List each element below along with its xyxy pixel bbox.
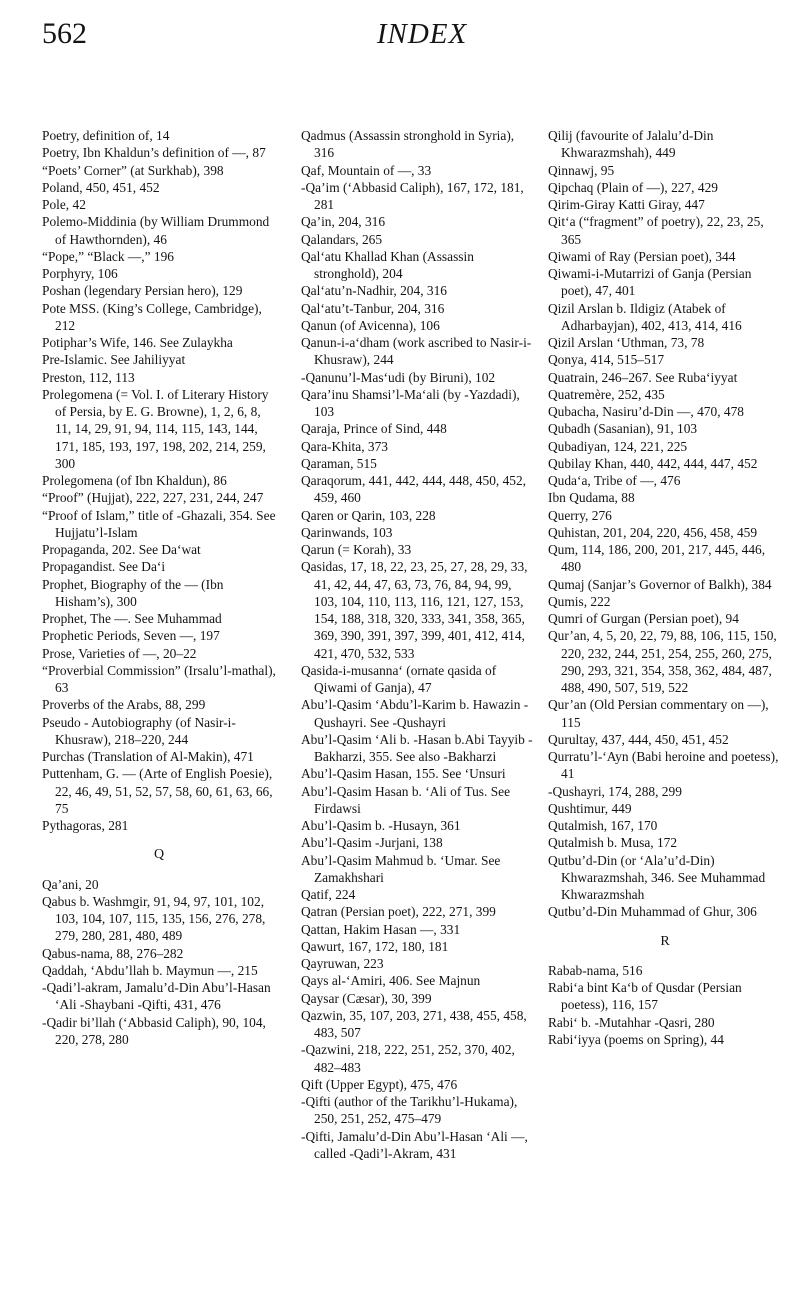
index-entry: Abu’l-Qasim Mahmud b. ‘Umar. See Zamakhshari <box>301 852 501 885</box>
index-entry: Prophet, The —. See Muhammad <box>42 611 222 626</box>
index-entry: Qutalmish, 167, 170 <box>548 818 658 833</box>
index-entry: Prose, Varieties of —, 20–22 <box>42 645 197 661</box>
index-entry: Pre-Islamic. See Jahiliyyat <box>42 352 186 368</box>
index-entry: Querry, 276 <box>548 507 612 523</box>
index-entry: Qabus-nama, 88, 276–282 <box>42 945 184 961</box>
index-entry: Qa’in, 204, 316 <box>301 214 386 230</box>
index-entry: Rabi‘iyya (poems on Spring), 44 <box>548 1031 724 1047</box>
index-entry: “Pope,” “Black —,” 196 <box>42 248 175 264</box>
index-entry: Qaraja, Prince of Sind, 448 <box>301 421 447 437</box>
index-entry: Qal‘atu Khallad Khan (Assassin stronghold), 204 <box>301 248 474 281</box>
index-entry: Qara’inu Shamsi’l-Ma‘ali (by -Yazdadi), 103 <box>301 386 520 419</box>
index-entry: Qa’ani, 20 <box>42 876 99 892</box>
index-entry: “Proof” (Hujjat), 222, 227, 231, 244, 247 <box>42 490 264 506</box>
index-entry: Qinnawj, 95 <box>548 162 615 178</box>
index-entry: Qarun (= Korah), 33 <box>301 542 412 557</box>
index-entry: Quhistan, 201, 204, 220, 456, 458, 459 <box>548 524 758 540</box>
index-entry: Abu’l-Qasim Hasan, 155. See ‘Unsuri <box>301 766 506 782</box>
index-entry: Qumri of Gurgan (Persian poet), 94 <box>548 611 739 626</box>
index-column-2 <box>301 127 535 1162</box>
index-entry: Prolegomena (of Ibn Khaldun), 86 <box>42 473 227 488</box>
index-entry: Qubacha, Nasiru’d-Din —, 470, 478 <box>548 404 744 419</box>
section-letter: R <box>660 933 670 949</box>
index-entry: Preston, 112, 113 <box>42 369 135 385</box>
index-entry: Qilij (favourite of Jalalu’d-Din Khwarazmshah), 449 <box>548 128 714 161</box>
index-entry: Qasida-i-musanna‘ (ornate qasida of Qiwami of Ganja), 47 <box>301 662 497 695</box>
index-entry: Abu’l-Qasim b. -Husayn, 361 <box>301 818 461 833</box>
index-entry: “Poets’ Corner” (at Surkhab), 398 <box>42 162 224 178</box>
index-entry: Qonya, 414, 515–517 <box>548 352 665 368</box>
index-entry: Qutbu’d-Din Muhammad of Ghur, 306 <box>548 904 757 920</box>
index-entry: Qawurt, 167, 172, 180, 181 <box>301 938 449 954</box>
index-entry: Qatif, 224 <box>301 887 356 902</box>
index-entry: -Qifti (author of the Tarikhu’l-Hukama), 250, 251, 252, 475–479 <box>301 1094 518 1127</box>
index-entry: Purchas (Translation of Al-Makin), 471 <box>42 749 254 764</box>
index-entry: Qaraman, 515 <box>301 455 377 471</box>
index-entry: Pythagoras, 281 <box>42 818 129 833</box>
index-entry: Qizil Arslan ‘Uthman, 73, 78 <box>548 335 705 350</box>
index-entry: Pseudo - Autobiography (of Nasir-i-Khusraw), 218–220, 244 <box>42 714 236 747</box>
index-entry: Pote MSS. (King’s College, Cambridge), 212 <box>42 300 262 333</box>
index-entry: Qazwin, 35, 107, 203, 271, 438, 455, 458, 483, 507 <box>301 1007 527 1040</box>
index-entry: Qutalmish b. Musa, 172 <box>548 835 678 851</box>
index-entry: Qiwami of Ray (Persian poet), 344 <box>548 248 736 264</box>
index-column-1 <box>42 127 276 1048</box>
index-entry: Qizil Arslan b. Ildigiz (Atabek of Adharbayjan), 402, 413, 414, 416 <box>548 300 742 333</box>
index-entry: Qal‘atu’n-Nadhir, 204, 316 <box>301 283 447 299</box>
index-entry: Propaganda, 202. See Da‘wat <box>42 542 201 557</box>
index-entry: -Qadir bi’llah (‘Abbasid Caliph), 90, 104, 220, 278, 280 <box>42 1014 266 1047</box>
index-entry: Rabab-nama, 516 <box>548 962 643 978</box>
index-entry: Qanun-i-a‘dham (work ascribed to Nasir-i-Khusraw), 244 <box>301 335 532 368</box>
index-entry: Quatremère, 252, 435 <box>548 386 665 402</box>
index-entry: Qal‘atu’t-Tanbur, 204, 316 <box>301 300 445 316</box>
index-entry: Abu’l-Qasim Hasan b. ‘Ali of Tus. See Firdawsi <box>301 783 511 816</box>
index-entry: Poshan (legendary Persian hero), 129 <box>42 283 243 299</box>
index-entry: Abu’l-Qasim -Jurjani, 138 <box>301 835 443 851</box>
index-entry: Qurultay, 437, 444, 450, 451, 452 <box>548 731 729 747</box>
index-entry: Qaysar (Cæsar), 30, 399 <box>301 990 432 1006</box>
index-entry: Qaddah, ‘Abdu’llah b. Maymun —, 215 <box>42 962 258 978</box>
index-entry: Qarinwands, 103 <box>301 524 393 540</box>
index-entry: Qubadiyan, 124, 221, 225 <box>548 438 688 454</box>
index-entry: Polemo-Middinia (by William Drummond of Hawthornden), 46 <box>42 214 270 247</box>
index-entry: Qattan, Hakim Hasan —, 331 <box>301 921 461 937</box>
index-entry: Qirim-Giray Katti Giray, 447 <box>548 197 705 212</box>
index-entry: Poland, 450, 451, 452 <box>42 179 160 195</box>
index-entry: Abu’l-Qasim ‘Abdu’l-Karim b. Hawazin -Qushayri. See -Qushayri <box>301 697 529 730</box>
index-entry: Qur’an, 4, 5, 20, 22, 79, 88, 106, 115, 150, 220, 232, 244, 251, 254, 255, 260, 275, 290, 293, 321, 354, 358, 362, 484, 487, 488, 490, 507, 519, 522 <box>548 628 777 695</box>
index-entry: Qanun (of Avicenna), 106 <box>301 317 440 333</box>
index-entry: Qurratu’l-‘Ayn (Babi heroine and poetess), 41 <box>548 749 779 782</box>
index-entry: Qum, 114, 186, 200, 201, 217, 445, 446, 480 <box>548 542 766 575</box>
index-entry: Qasidas, 17, 18, 22, 23, 25, 27, 28, 29, 33, 41, 42, 44, 47, 63, 73, 76, 84, 94, 99, 103, 104, 110, 113, 116, 121, 127, 153, 154, 188, 318, 320, 333, 341, 358, 365, 369, 390, 391, 397, 399, 401, 412, 414, 421, 470, 532, 533 <box>301 559 528 661</box>
index-entry: Quatrain, 246–267. See Ruba‘iyyat <box>548 369 738 385</box>
index-entry: Qubilay Khan, 440, 442, 444, 447, 452 <box>548 455 758 471</box>
index-entry: Qaraqorum, 441, 442, 444, 448, 450, 452, 459, 460 <box>301 473 527 506</box>
section-letter: Q <box>153 847 165 863</box>
index-entry: Qushtimur, 449 <box>548 800 632 816</box>
index-entry: Qabus b. Washmgir, 91, 94, 97, 101, 102, 103, 104, 107, 115, 135, 156, 276, 278, 279, 280, 281, 480, 489 <box>42 893 266 944</box>
page-header <box>42 14 762 54</box>
index-entry: Rabi‘ b. -Mutahhar -Qasri, 280 <box>548 1014 715 1030</box>
index-entry: Potiphar’s Wife, 146. See Zulaykha <box>42 335 233 350</box>
index-entry: Qayruwan, 223 <box>301 956 384 971</box>
index-entry: Qiwami-i-Mutarrizi of Ganja (Persian poet), 47, 401 <box>548 266 752 299</box>
index-entry: Qatran (Persian poet), 222, 271, 399 <box>301 904 496 920</box>
index-entry: Qalandars, 265 <box>301 231 383 247</box>
index-entry: Prophetic Periods, Seven —, 197 <box>42 628 220 644</box>
index-entry: “Proof of Islam,” title of -Ghazali, 354. See Hujjatu’l-Islam <box>42 507 276 540</box>
index-entry: Abu’l-Qasim ‘Ali b. -Hasan b.Abi Tayyib -Bakharzi, 355. See also -Bakharzi <box>301 731 533 764</box>
index-entry: Qit‘a (“fragment” of poetry), 22, 23, 25, 365 <box>548 214 764 247</box>
running-head: INDEX <box>376 18 468 50</box>
index-entry: Qaf, Mountain of —, 33 <box>301 162 432 178</box>
index-entry: Qara-Khita, 373 <box>301 438 389 454</box>
index-entry: Prolegomena (= Vol. I. of Literary History of Persia, by E. G. Browne), 1, 2, 6, 8, 11, 14, 29, 91, 94, 114, 115, 143, 144, 171, 185, 193, 197, 198, 202, 214, 259, 300 <box>42 386 269 471</box>
index-entry: Poetry, definition of, 14 <box>42 128 170 143</box>
index-entry: Qutbu’d-Din (or ‘Ala’u’d-Din) Khwarazmshah, 346. See Muhammad Khwarazmshah <box>548 852 766 902</box>
index-entry: Qaren or Qarin, 103, 228 <box>301 507 436 523</box>
page-number: 562 <box>42 17 87 50</box>
index-entry: “Proverbial Commission” (Irsalu’l-mathal), 63 <box>42 662 276 695</box>
index-entry: -Qadi’l-akram, Jamalu’d-Din Abu’l-Hasan ‘Ali -Shaybani -Qifti, 431, 476 <box>42 980 271 1013</box>
index-entry: -Qanunu’l-Mas‘udi (by Biruni), 102 <box>301 369 496 385</box>
index-column-3 <box>548 127 782 1048</box>
index-entry: Qift (Upper Egypt), 475, 476 <box>301 1076 458 1092</box>
index-entry: Qadmus (Assassin stronghold in Syria), 316 <box>301 128 515 161</box>
index-entry: Pole, 42 <box>42 197 86 212</box>
index-entry: Rabi‘a bint Ka‘b of Qusdar (Persian poetess), 116, 157 <box>548 980 742 1013</box>
index-entry: Qumis, 222 <box>548 593 611 609</box>
index-entry: Puttenham, G. — (Arte of English Poesie), 22, 46, 49, 51, 52, 57, 58, 60, 61, 63, 66, 75 <box>42 766 273 816</box>
index-entry: Qipchaq (Plain of —), 227, 429 <box>548 179 718 195</box>
index-entry: -Qa’im (‘Abbasid Caliph), 167, 172, 181, 281 <box>301 179 524 212</box>
index-entry: Ibn Qudama, 88 <box>548 490 635 506</box>
index-entry: Qumaj (Sanjar’s Governor of Balkh), 384 <box>548 576 772 592</box>
index-entry: Porphyry, 106 <box>42 266 118 281</box>
index-entry: Quda‘a, Tribe of —, 476 <box>548 473 681 488</box>
index-entry: -Qazwini, 218, 222, 251, 252, 370, 402, 482–483 <box>301 1042 515 1075</box>
index-entry: Qur’an (Old Persian commentary on —), 115 <box>548 697 769 730</box>
index-entry: -Qifti, Jamalu’d-Din Abu’l-Hasan ‘Ali —, called -Qadi’l-Akram, 431 <box>301 1128 528 1161</box>
index-entry: Proverbs of the Arabs, 88, 299 <box>42 697 206 713</box>
index-entry: Propagandist. See Da‘i <box>42 559 166 575</box>
index-entry: Prophet, Biography of the — (Ibn Hisham’s), 300 <box>42 576 224 609</box>
index-entry: Poetry, Ibn Khaldun’s definition of —, 87 <box>42 145 266 161</box>
index-entry: -Qushayri, 174, 288, 299 <box>548 783 682 799</box>
index-entry: Qubadh (Sasanian), 91, 103 <box>548 421 698 437</box>
index-entry: Qays al-‘Amiri, 406. See Majnun <box>301 973 481 989</box>
